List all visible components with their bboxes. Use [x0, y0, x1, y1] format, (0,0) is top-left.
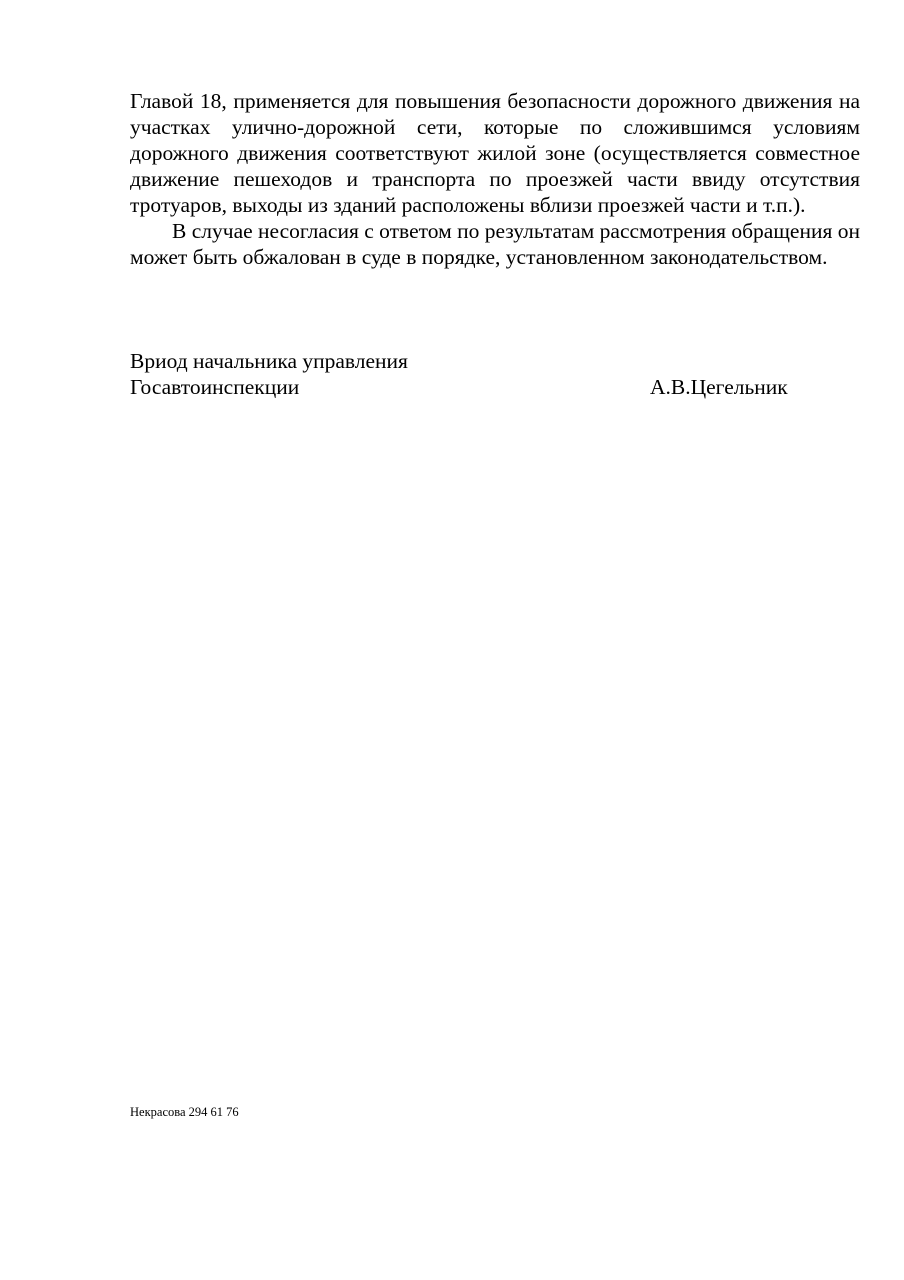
letter-body: [130, 88, 860, 270]
signatory-position-line2: Госавтоинспекции: [130, 375, 300, 399]
signatory-name: А.В.Цегельник: [650, 375, 788, 399]
executor-note: Некрасова 294 61 76: [130, 1105, 239, 1119]
paragraph-continuation: Главой 18, применяется для повышения безопасности дорожного движения на участках улично-дорожной сети, которые по сложившимся условиям дорожного движения соответствуют жилой зоне (осуществляется совместное движение пешеходов и транспорта по проезжей части ввиду отсутствия тротуаров, выходы из зданий расположены вблизи проезжей части и т.п.).: [130, 89, 860, 217]
signature-block: [130, 348, 860, 400]
signatory-position-line1: Вриод начальника управления: [130, 349, 408, 373]
signature-row: [130, 374, 860, 400]
paragraph-appeal-notice: В случае несогласия с ответом по результатам рассмотрения обращения он может быть обжалован в суде в порядке, установленном законодательством.: [130, 219, 860, 269]
